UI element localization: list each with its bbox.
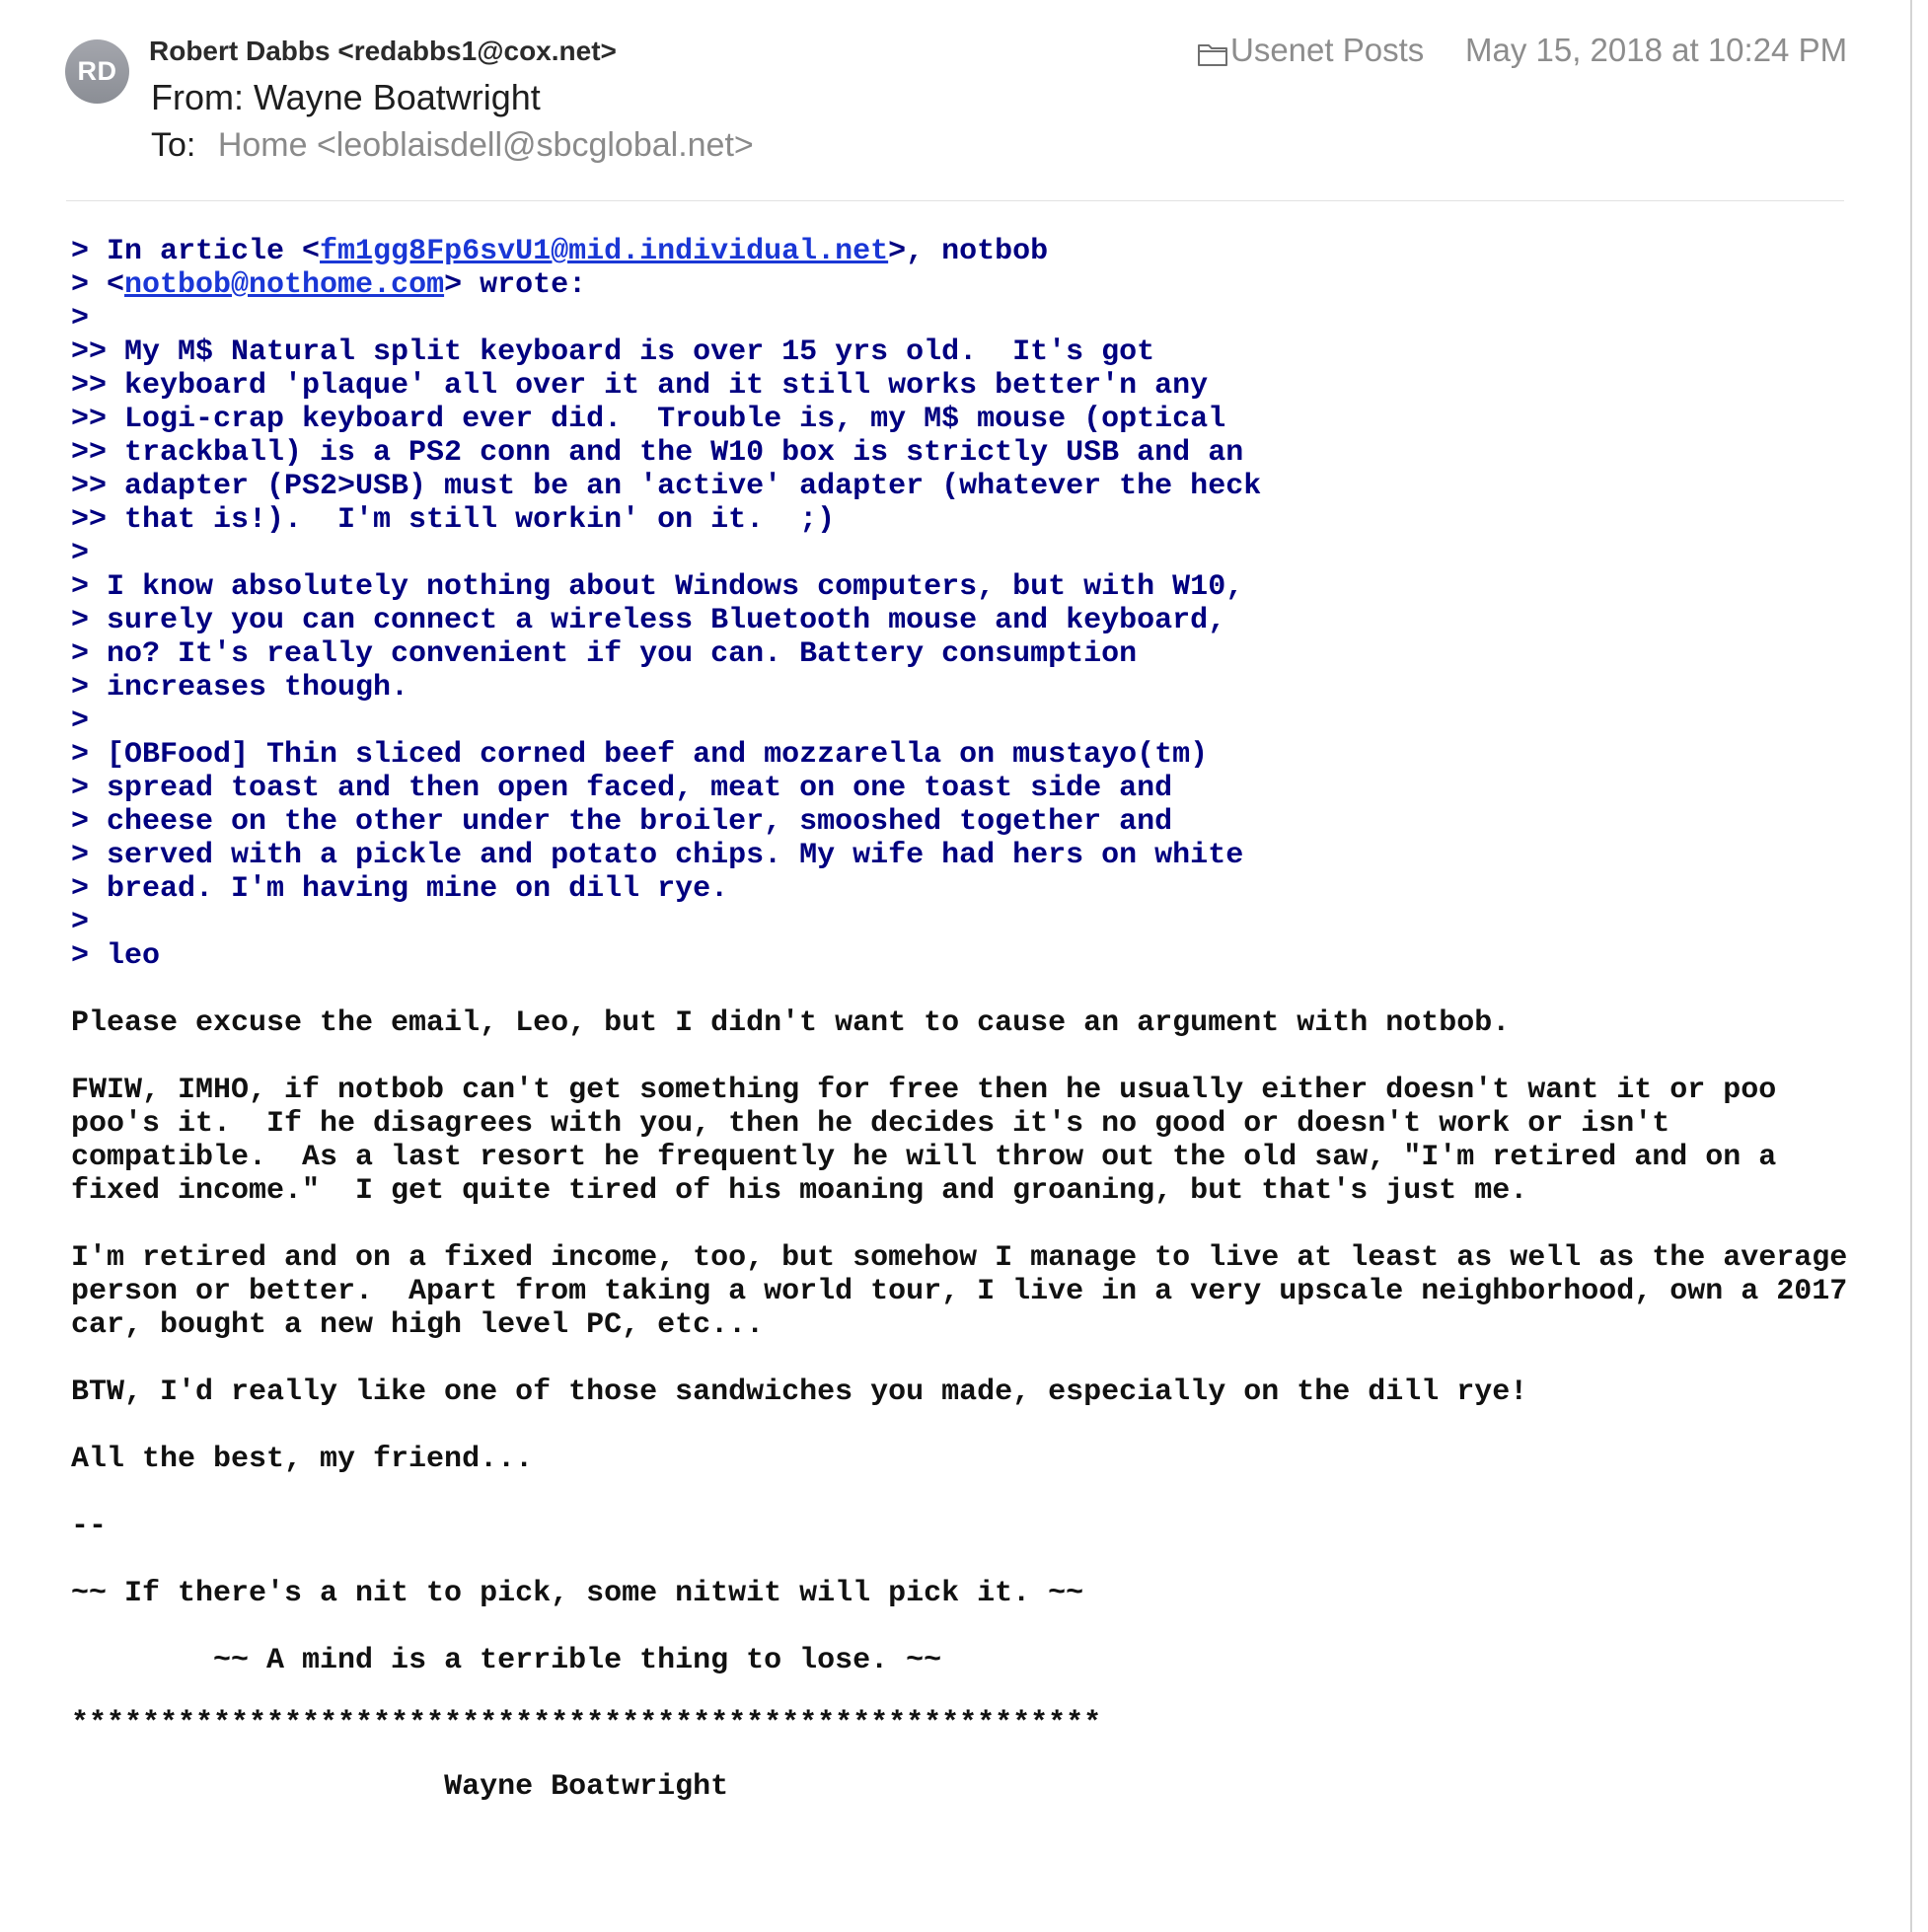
reply-line: fixed income." I get quite tired of his moaning and groaning, but that's just me. bbox=[71, 1174, 1528, 1208]
blank-line bbox=[71, 1342, 1906, 1375]
signature-stars: ********************************************************** bbox=[71, 1707, 1102, 1741]
blank-line bbox=[71, 1040, 1906, 1074]
reply-line: I'm retired and on a fixed income, too, but somehow I manage to live at least as well as the average bbox=[71, 1241, 1848, 1275]
blank-line bbox=[71, 1610, 1906, 1644]
reply-line: FWIW, IMHO, if notbob can't get something for free then he usually either doesn't want it or poo bbox=[71, 1074, 1777, 1107]
message-date: May 15, 2018 at 10:24 PM bbox=[1465, 32, 1848, 68]
quote-line: > surely you can connect a wireless Bluetooth mouse and keyboard, bbox=[71, 604, 1226, 637]
quote-line: > I know absolutely nothing about Windows computers, but with W10, bbox=[71, 570, 1244, 604]
quote-line: > no? It's really convenient if you can. Battery consumption bbox=[71, 637, 1138, 671]
quote-line: >> trackball) is a PS2 conn and the W10 box is strictly USB and an bbox=[71, 436, 1244, 470]
email-link[interactable]: notbob@nothome.com bbox=[124, 268, 445, 302]
quote-line: >> that is!). I'm still workin' on it. ;) bbox=[71, 503, 836, 537]
quote-line: > cheese on the other under the broiler, smooshed together and bbox=[71, 805, 1173, 839]
quote-line: > bread. I'm having mine on dill rye. bbox=[71, 872, 729, 906]
blank-line bbox=[71, 973, 1906, 1006]
quote-line: > [OBFood] Thin sliced corned beef and mozzarella on mustayo(tm) bbox=[71, 738, 1209, 772]
quote-line: > spread toast and then open faced, meat on one toast side and bbox=[71, 772, 1173, 805]
quote-line: > bbox=[71, 302, 90, 335]
reply-line: poo's it. If he disagrees with you, then he decides it's no good or doesn't work or isn't bbox=[71, 1107, 1670, 1141]
blank-line bbox=[71, 1409, 1906, 1443]
sender-name[interactable]: Robert Dabbs <redabbs1@cox.net> bbox=[149, 36, 617, 66]
quote-line: >> Logi-crap keyboard ever did. Trouble is, my M$ mouse (optical bbox=[71, 403, 1226, 436]
reply-line: person or better. Apart from taking a world tour, I live in a very upscale neighborhood, own a 2017 bbox=[71, 1275, 1848, 1308]
recipient-address[interactable]: Home <leoblaisdell@sbcglobal.net> bbox=[217, 126, 754, 164]
subject-line: From: Wayne Boatwright bbox=[151, 77, 541, 117]
mailbox-label: Usenet Posts bbox=[1230, 32, 1425, 68]
blank-line bbox=[71, 1543, 1906, 1577]
quote-line: >> My M$ Natural split keyboard is over 15 yrs old. It's got bbox=[71, 335, 1155, 369]
quote-line: >> adapter (PS2>USB) must be an 'active' adapter (whatever the heck bbox=[71, 470, 1262, 503]
folder-icon bbox=[1197, 41, 1228, 67]
header-divider bbox=[66, 200, 1844, 201]
message-header bbox=[0, 0, 1910, 201]
reply-line: car, bought a new high level PC, etc... bbox=[71, 1308, 765, 1342]
mailbox-indicator[interactable] bbox=[1197, 32, 1424, 69]
signature-line: ~~ A mind is a terrible thing to lose. ~~ bbox=[213, 1644, 942, 1677]
to-label: To: bbox=[151, 126, 196, 164]
reply-line: BTW, I'd really like one of those sandwiches you made, especially on the dill rye! bbox=[71, 1375, 1528, 1409]
reply-line: compatible. As a last resort he frequently he will throw out the old saw, "I'm retired and on a bbox=[71, 1141, 1777, 1174]
quote-line: > bbox=[71, 537, 90, 570]
quote-line: > <notbob@nothome.com> wrote: bbox=[71, 268, 587, 302]
quote-line: > In article <fm1gg8Fp6svU1@mid.individual.net>, notbob bbox=[71, 235, 1049, 268]
quote-line: > served with a pickle and potato chips. My wife had hers on white bbox=[71, 839, 1244, 872]
quote-line: > leo bbox=[71, 939, 161, 973]
message-id-link[interactable]: fm1gg8Fp6svU1@mid.individual.net bbox=[320, 235, 889, 268]
quote-line: > bbox=[71, 906, 90, 939]
message-body bbox=[71, 235, 1906, 1804]
signature-line: ~~ If there's a nit to pick, some nitwit will pick it. ~~ bbox=[71, 1577, 1084, 1610]
recipient-row bbox=[151, 126, 754, 165]
quote-line: > increases though. bbox=[71, 671, 409, 705]
reply-line: Please excuse the email, Leo, but I didn't want to cause an argument with notbob. bbox=[71, 1006, 1511, 1040]
quote-line: >> keyboard 'plaque' all over it and it still works better'n any bbox=[71, 369, 1209, 403]
blank-line bbox=[71, 1741, 1906, 1774]
signature-separator: -- bbox=[71, 1510, 108, 1543]
avatar: RD bbox=[65, 39, 129, 104]
quote-line: > bbox=[71, 705, 90, 738]
window-edge bbox=[1910, 0, 1912, 1932]
blank-line bbox=[71, 1677, 1906, 1711]
signature-name: Wayne Boatwright bbox=[444, 1770, 729, 1804]
blank-line bbox=[71, 1208, 1906, 1241]
blank-line bbox=[71, 1476, 1906, 1510]
reply-line: All the best, my friend... bbox=[71, 1443, 534, 1476]
